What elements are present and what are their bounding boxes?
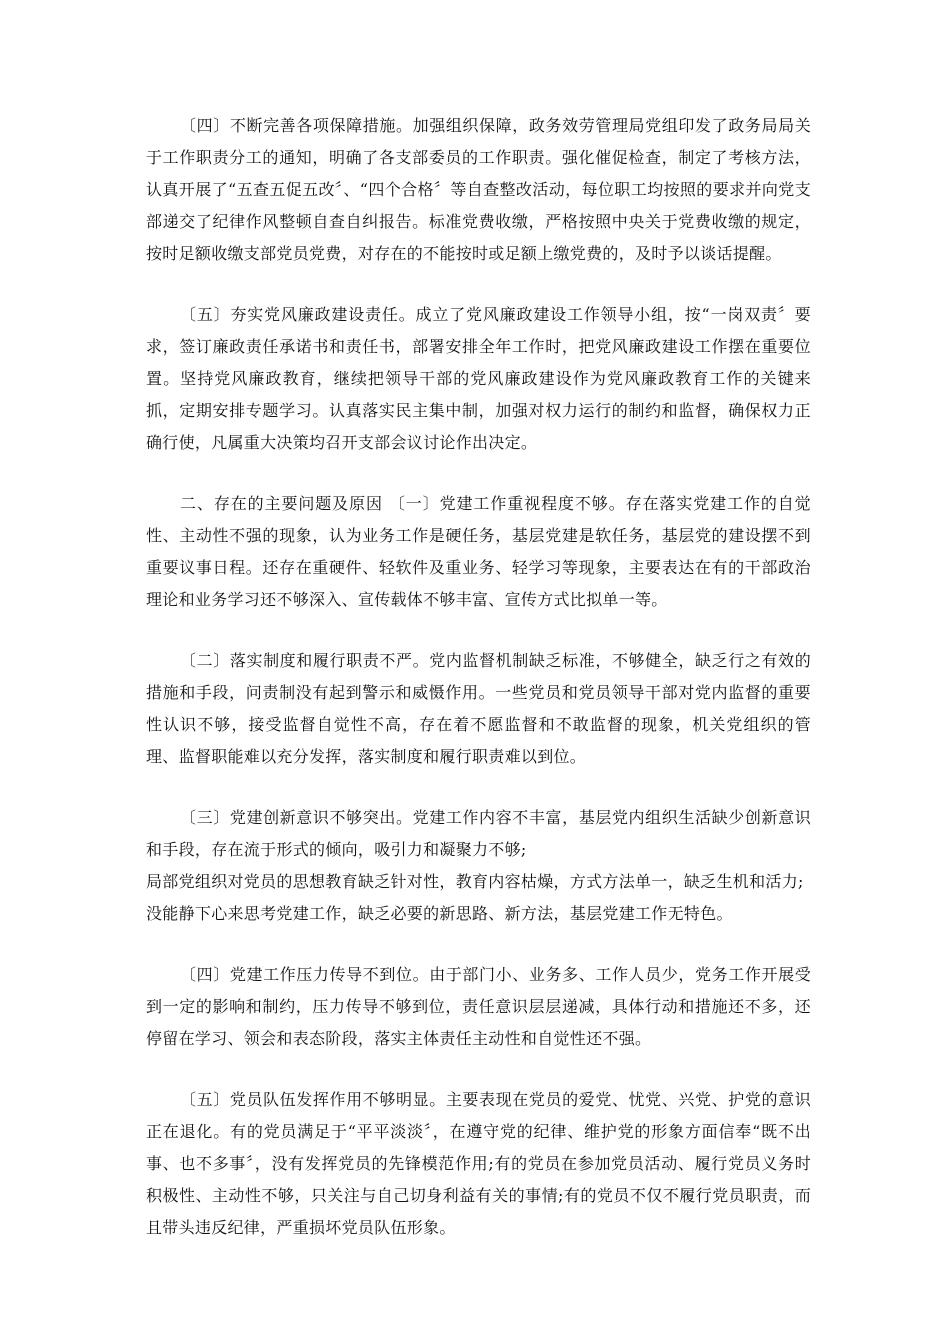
- paragraph-main-problems: 二、存在的主要问题及原因 〔一〕党建工作重视程度不够。存在落实党建工作的自觉性、主动性不强的现象，认为业务工作是硬任务，基层党建是软任务，基层党的建设摆不到重要议事日程。还存在重硬件、轻软件及重业务、轻学习等现象，主要表达在有的干部政治理论和业务学习还不够深入、宣传载体不够丰富、宣传方式比拟单一等。: [146, 494, 811, 609]
- paragraph-pressure-transmission: 〔四〕党建工作压力传导不到位。由于部门小、业务多、工作人员少，党务工作开展受到一定的影响和制约，压力传导不够到位，责任意识层层递减，具体行动和措施还不多，还停留在学习、领会和表态阶段，落实主体责任主动性和自觉性还不强。: [146, 965, 811, 1048]
- paragraph-anti-corruption-responsibility: 〔五〕夯实党风廉政建设责任。成立了党风廉政建设工作领导小组，按“一岗双责〞要求，签订廉政责任承诺书和责任书，部署安排全年工作时，把党风廉政建设工作摆在重要位置。坚持党风廉政教育，继续把领导干部的党风廉政建设作为党风廉政教育工作的关键来抓，定期安排专题学习。认真落实民主集中制，加强对权力运行的制约和监督，确保权力正确行使，凡属重大决策均召开支部会议讨论作出决定。: [146, 305, 811, 452]
- paragraph-ideological-education: 局部党组织对党员的思想教育缺乏针对性，教育内容枯燥，方式方法单一，缺乏生机和活力;: [146, 872, 804, 891]
- paragraph-new-ideas: 没能静下心来思考党建工作，缺乏必要的新思路、新方法，基层党建工作无特色。: [146, 904, 733, 923]
- document-body: [146, 110, 811, 1244]
- paragraph-innovation-awareness: 〔三〕党建创新意识不够突出。党建工作内容不丰富，基层党内组织生活缺少创新意识和手段，存在流于形式的倾向，吸引力和凝聚力不够;: [146, 808, 811, 859]
- paragraph-party-member-role: 〔五〕党员队伍发挥作用不够明显。主要表现在党员的爱党、忧党、兴党、护党的意识正在退化。有的党员满足于“平平淡淡〞，在遵守党的纪律、维护党的形象方面信奉“既不出事、也不多事〞，没有发挥党员的先锋模范作用;有的党员在参加党员活动、履行党员义务时积极性、主动性不够，只关注与自己切身利益有关的事情;有的党员不仅不履行党员职责，而且带头违反纪律，严重损坏党员队伍形象。: [146, 1090, 811, 1237]
- paragraph-system-implementation: 〔二〕落实制度和履行职责不严。党内监督机制缺乏标准，不够健全，缺乏行之有效的措施和手段，问责制没有起到警示和威慑作用。一些党员和党员领导干部对党内监督的重要性认识不够，接受监督自觉性不高，存在着不愿监督和不敢监督的现象，机关党组织的管理、监督职能难以充分发挥，落实制度和履行职责难以到位。: [146, 651, 811, 766]
- paragraph-guarantee-measures: 〔四〕不断完善各项保障措施。加强组织保障，政务效劳管理局党组印发了政务局局关于工作职责分工的通知，明确了各支部委员的工作职责。强化催促检查，制定了考核方法，认真开展了“五查五促五改〞、“四个合格〞等自查整改活动，每位职工均按照的要求并向党支部递交了纪律作风整顿自查自纠报告。标准党费收缴，严格按照中央关于党费收缴的规定，按时足额收缴支部党员党费，对存在的不能按时或足额上缴党费的，及时予以谈话提醒。: [146, 116, 811, 263]
